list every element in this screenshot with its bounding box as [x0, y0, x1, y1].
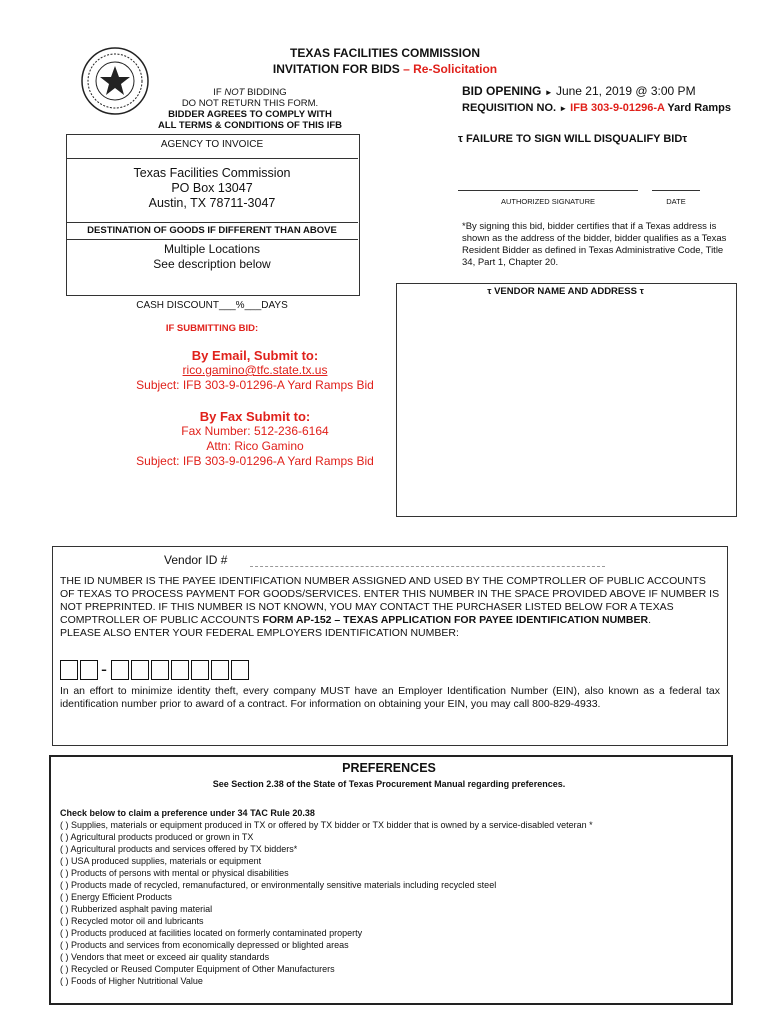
- ein-digit-box[interactable]: [231, 660, 249, 680]
- subtitle-resolicitation: – Re-Solicitation: [399, 62, 498, 76]
- preferences-list: [60, 819, 720, 987]
- fax-number: Fax Number: 512-236-6164: [181, 424, 329, 438]
- ein-digit-box[interactable]: [80, 660, 98, 680]
- preference-item[interactable]: ( ) Recycled or Reused Computer Equipment of Other Manufacturers: [60, 964, 335, 974]
- arrow-right-icon: ►: [544, 88, 553, 97]
- vendor-id-input-line[interactable]: [250, 566, 605, 567]
- preferences-check-label: Check below to claim a preference under 34 TAC Rule 20.38: [60, 808, 315, 818]
- preference-item[interactable]: ( ) Agricultural products and services offered by TX bidders*: [60, 844, 298, 854]
- agency-address: Texas Facilities Commission PO Box 13047 Austin, TX 78711-3047: [133, 166, 291, 210]
- ein-digit-box[interactable]: [171, 660, 189, 680]
- requisition-number: REQUISITION NO. ► IFB 303-9-01296-A Yard Ramps: [462, 102, 731, 114]
- ein-input-boxes[interactable]: [60, 659, 251, 680]
- preference-item[interactable]: ( ) Products produced at facilities located on formerly contaminated property: [60, 928, 363, 938]
- date-label: DATE: [666, 197, 686, 206]
- failure-to-sign-notice: τ FAILURE TO SIGN WILL DISQUALIFY BIDτ: [458, 133, 688, 145]
- ein-digit-box[interactable]: [111, 660, 129, 680]
- email-subject: Subject: IFB 303-9-01296-A Yard Ramps Bid: [136, 378, 374, 392]
- preference-item[interactable]: ( ) Supplies, materials or equipment produced in TX or offered by TX bidder or TX bidder that is owned by a service-disabled veteran *: [60, 820, 593, 830]
- preference-item[interactable]: ( ) Products made of recycled, remanufactured, or environmentally sensitive materials including recycled steel: [60, 880, 497, 890]
- fax-heading: By Fax Submit to:: [199, 409, 311, 424]
- preferences-title: PREFERENCES: [342, 761, 436, 775]
- vendor-id-label: Vendor ID #: [164, 553, 228, 567]
- identity-theft-notice: In an effort to minimize identity theft, every company MUST have an Employer Identification Number (EIN), also known as a federal tax identification number prior to award of a contract. For information on obtaining your EIN, you may call 800-829-4933.: [60, 685, 720, 710]
- certification-text: *By signing this bid, bidder certifies that if a Texas address is shown as the address of the bidder, bidder qualifies as a Texas Resident Bidder as defined in Texas Administrative Code, Title 34, Part 1, Chapter 20.: [462, 221, 727, 268]
- preferences-subtitle: See Section 2.38 of the State of Texas Procurement Manual regarding preferences.: [212, 779, 566, 789]
- bid-opening: BID OPENING ► June 21, 2019 @ 3:00 PM: [462, 84, 696, 98]
- fax-subject: Subject: IFB 303-9-01296-A Yard Ramps Bid: [136, 454, 374, 468]
- ein-digit-box[interactable]: [211, 660, 229, 680]
- preference-item[interactable]: ( ) Vendors that meet or exceed air quality standards: [60, 952, 270, 962]
- preference-item[interactable]: ( ) Agricultural products produced or grown in TX: [60, 832, 254, 842]
- fax-attn: Attn: Rico Gamino: [206, 439, 304, 453]
- not-bidding-note: IF NOT BIDDING DO NOT RETURN THIS FORM. BIDDER AGREES TO COMPLY WITH ALL TERMS & CONDITIONS OF THIS IFB: [157, 87, 343, 131]
- vendor-name-address-box[interactable]: [396, 283, 737, 517]
- payee-id-instructions: THE ID NUMBER IS THE PAYEE IDENTIFICATION NUMBER ASSIGNED AND USED BY THE COMPTROLLER OF PUBLIC ACCOUNTS OF TEXAS TO PROCESS PAYMENT FOR GOODS/SERVICES. ENTER THIS NUMBER IN THE SPACE PROVIDED ABOVE IF NUMBER IS NOT PREPRINTED. IF THIS NUMBER IS NOT KNOWN, YOU MAY CONTACT THE PURCHASER LISTED BELOW FOR A TEXAS COMPTROLLER OF PUBLIC ACCOUNTS FORM AP-152 – TEXAS APPLICATION FOR PAYEE IDENTIFICATION NUMBER. PLEASE ALSO ENTER YOUR FEDERAL EMPLOYERS IDENTIFICATION NUMBER:: [60, 575, 720, 639]
- signature-label: AUTHORIZED SIGNATURE: [500, 197, 596, 206]
- email-heading: By Email, Submit to:: [191, 348, 319, 363]
- destination-label: DESTINATION OF GOODS IF DIFFERENT THAN ABOVE: [66, 222, 358, 240]
- preference-item[interactable]: ( ) Recycled motor oil and lubricants: [60, 916, 204, 926]
- cash-discount-field[interactable]: CASH DISCOUNT___%___DAYS: [136, 300, 288, 311]
- submit-label: IF SUBMITTING BID:: [165, 323, 259, 334]
- document-title: TEXAS FACILITIES COMMISSION: [289, 46, 480, 60]
- document-subtitle: [0, 62, 770, 76]
- arrow-right-icon: ►: [559, 104, 568, 113]
- date-line[interactable]: [652, 190, 700, 191]
- ein-dash: -: [101, 659, 108, 679]
- ein-digit-box[interactable]: [191, 660, 209, 680]
- signature-line[interactable]: [458, 190, 638, 191]
- ein-digit-box[interactable]: [60, 660, 78, 680]
- email-address-link[interactable]: rico.gamino@tfc.state.tx.us: [182, 363, 328, 377]
- preference-item[interactable]: ( ) Products of persons with mental or physical disabilities: [60, 868, 289, 878]
- vendor-box-title: τ VENDOR NAME AND ADDRESS τ: [487, 286, 644, 297]
- preference-item[interactable]: ( ) Rubberized asphalt paving material: [60, 904, 213, 914]
- destination-text: Multiple Locations See description below: [153, 242, 271, 271]
- preference-item[interactable]: ( ) Products and services from economically depressed or blighted areas: [60, 940, 349, 950]
- preference-item[interactable]: ( ) Foods of Higher Nutritional Value: [60, 976, 203, 986]
- preference-item[interactable]: ( ) Energy Efficient Products: [60, 892, 172, 902]
- ein-digit-box[interactable]: [151, 660, 169, 680]
- subtitle-main: INVITATION FOR BIDS: [272, 62, 400, 76]
- ein-digit-box[interactable]: [131, 660, 149, 680]
- agency-label: AGENCY TO INVOICE: [66, 134, 358, 159]
- preference-item[interactable]: ( ) USA produced supplies, materials or equipment: [60, 856, 262, 866]
